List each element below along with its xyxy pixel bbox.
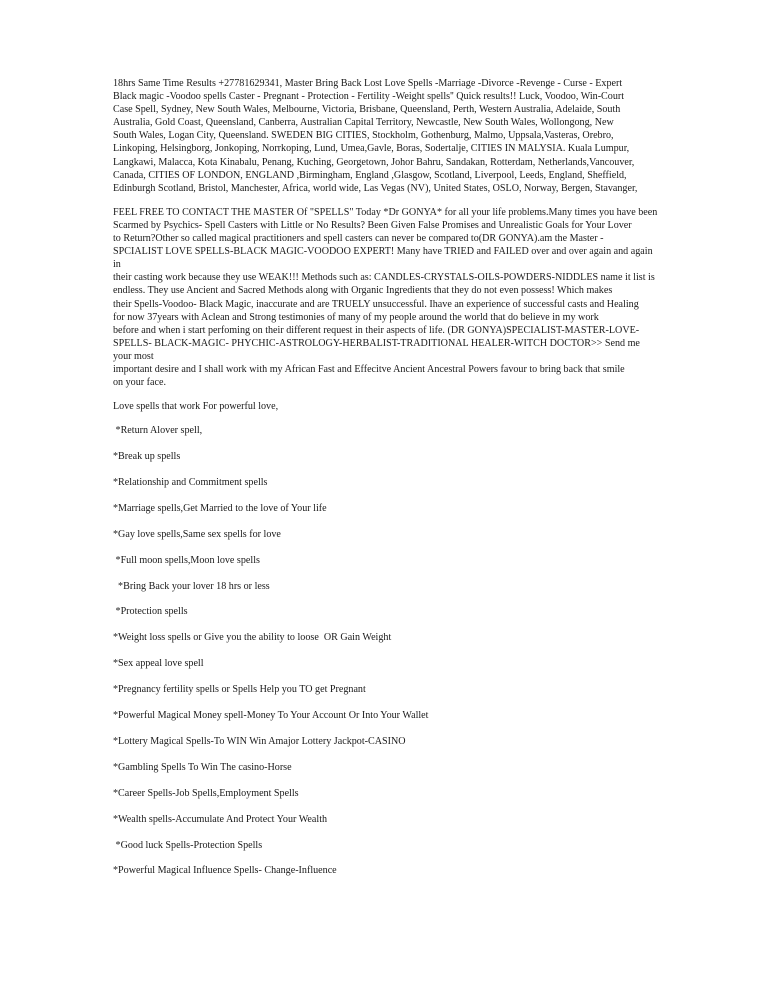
list-item: *Lottery Magical Spells-To WIN Win Amajor Lottery Jackpot-CASINO: [113, 735, 406, 747]
document-body: [113, 77, 658, 890]
list-item: *Gay love spells,Same sex spells for love: [113, 528, 281, 540]
list-item: *Bring Back your lover 18 hrs or less: [113, 580, 270, 592]
list-item: *Return Alover spell,: [113, 425, 203, 437]
list-item: *Gambling Spells To Win The casino-Horse: [113, 761, 292, 773]
list-item: *Powerful Magical Money spell-Money To Your Account Or Into Your Wallet: [113, 710, 429, 722]
paragraph-locations: 18hrs Same Time Results +27781629341, Master Bring Back Lost Love Spells -Marriage -Divorce -Revenge - Curse - Expert Black magic -Voodoo spells Caster - Pregnant - Protection - Fertility -Weight spells'' Quick results!! Luck, Voodoo, Win-Court Case Spell, Sydney, New South Wales, Melbourne, Victoria, Brisbane, Queensland, Perth, Western Australia, Adelaide, South Australia, Gold Coast, Queensland, Canberra, Australian Capital Territory, Newcastle, New South Wales, Wollongong, New South Wales, Logan City, Queensland. SWEDEN BIG CITIES, Stockholm, Gothenburg, Malmo, Uppsala,Vasteras, Orebro, Linkoping, Helsingborg, Jonkoping, Norrkoping, Lund, Umea,Gavle, Boras, Sodertalje, CITIES IN MALYSIA. Kuala Lumpur, Langkawi, Malacca, Kota Kinabalu, Penang, Kuching, Georgetown, Johor Bahru, Sandakan, Rotterdam, Netherlands,Vancouver, Canada, CITIES OF LONDON, ENGLAND ,Birmingham, England ,Glasgow, Scotland, Liverpool, Leeds, England, Sheffield, Edinburgh Scotland, Bristol, Manchester, Africa, world wide, Las Vegas (NV), United States, OSLO, Norway, Bergen, Stavanger,: [113, 78, 638, 194]
list-item: *Career Spells-Job Spells,Employment Spells: [113, 787, 299, 799]
list-item: *Break up spells: [113, 451, 181, 463]
paragraph-contact: FEEL FREE TO CONTACT THE MASTER Of "SPELLS" Today *Dr GONYA* for all your life problems.Many times you have been Scarmed by Psychics- Spell Casters with Little or No Results? Been Given False Promises and Unrealistic Goals for Your Lover to Return?Other so called magical practitioners and spell casters can never be compared to(DR GONYA).am the Master - SPCIALIST LOVE SPELLS-BLACK MAGIC-VOODOO EXPERT! Many have TRIED and FAILED over and over again and again in their casting work because they use WEAK!!! Methods such as: CANDLES-CRYSTALS-OILS-POWDERS-NIDDLES name it list is endless. They use Ancient and Sacred Methods along with Organic Ingredients that they do not even possess! Which makes their Spells-Voodoo- Black Magic, inaccurate and are TRUELY unsuccessful. Ihave an experience of successful casts and Healing for now 37years with Aclean and Strong testimonies of many of my people around the world that do believe in my work before and when i start perfoming on their different request in their aspects of life. (DR GONYA)SPECIALIST-MASTER-LOVE- SPELLS- BLACK-MAGIC- PHYCHIC-ASTROLOGY-HERBALIST-TRADITIONAL HEALER-WITCH DOCTOR>> Send me your most important desire and I shall work with my African Fast and Effecitve Ancient Ancestral Powers favour to bring back that smile on your face.: [113, 206, 658, 389]
list-item: *Relationship and Commitment spells: [113, 477, 268, 489]
list-item: *Full moon spells,Moon love spells: [113, 554, 260, 566]
list-item: *Good luck Spells-Protection Spells: [113, 839, 263, 851]
list-item: *Protection spells: [113, 606, 188, 618]
list-item: *Wealth spells-Accumulate And Protect Your Wealth: [113, 813, 328, 825]
list-intro: Love spells that work For powerful love,: [113, 401, 279, 413]
spell-list: [113, 424, 658, 877]
list-item: *Powerful Magical Influence Spells- Change-Influence: [113, 865, 337, 877]
list-item: *Pregnancy fertility spells or Spells Help you TO get Pregnant: [113, 684, 366, 696]
list-item: *Sex appeal love spell: [113, 658, 204, 670]
list-item: *Weight loss spells or Give you the ability to loose OR Gain Weight: [113, 632, 392, 644]
list-item: *Marriage spells,Get Married to the love of Your life: [113, 502, 327, 514]
